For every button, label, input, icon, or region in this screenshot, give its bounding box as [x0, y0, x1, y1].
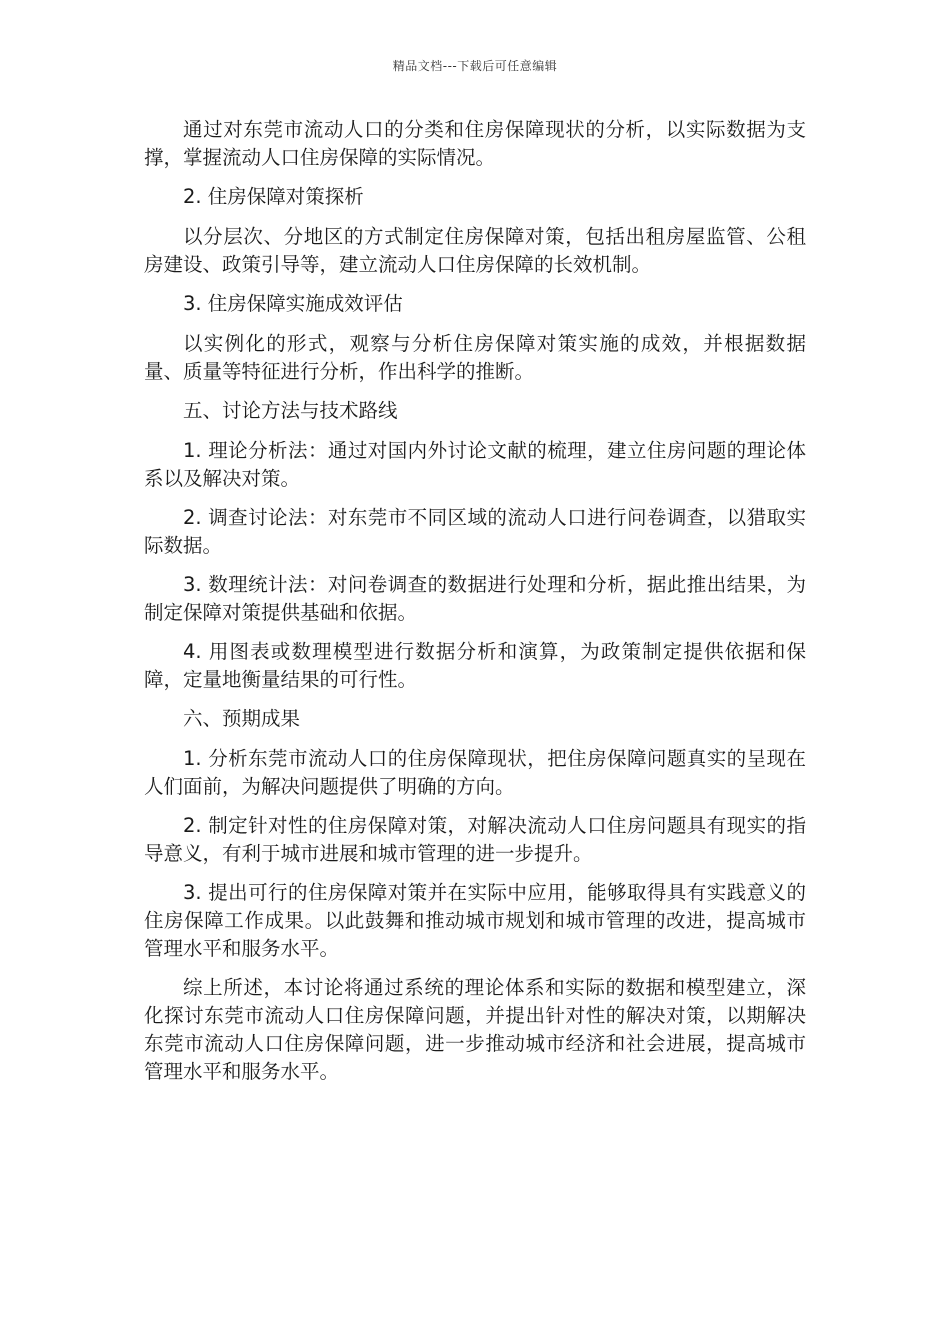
paragraph-method-modeling: 4. 用图表或数理模型进行数据分析和演算，为政策制定提供依据和保障，定量地衡量结果的可行性。: [144, 640, 806, 691]
header-watermark: 精品文档---下载后可任意编辑: [392, 59, 558, 73]
paragraph-analysis-summary: 通过对东莞市流动人口的分类和住房保障现状的分析，以实际数据为支撑，掌握流动人口住房保障的实际情况。: [144, 118, 806, 169]
heading-methods: 五、讨论方法与技术路线: [183, 399, 398, 422]
heading-effect-evaluation: 3. 住房保障实施成效评估: [183, 292, 403, 315]
paragraph-conclusion: 综上所述，本讨论将通过系统的理论体系和实际的数据和模型建立，深化探讨东莞市流动人口住房保障问题，并提出针对性的解决对策，以期解决东莞市流动人口住房保障问题，进一步推动城市经济和社会进展，提高城市管理水平和服务水平。: [144, 976, 806, 1083]
heading-housing-policy: 2. 住房保障对策探析: [183, 185, 364, 208]
paragraph-result-1: 1. 分析东莞市流动人口的住房保障现状，把住房保障问题真实的呈现在人们面前，为解决问题提供了明确的方向。: [144, 747, 806, 798]
paragraph-housing-policy: 以分层次、分地区的方式制定住房保障对策，包括出租房屋监管、公租房建设、政策引导等，建立流动人口住房保障的长效机制。: [144, 225, 806, 276]
paragraph-effect-evaluation: 以实例化的形式，观察与分析住房保障对策实施的成效，并根据数据量、质量等特征进行分析，作出科学的推断。: [144, 332, 806, 383]
heading-expected-results: 六、预期成果: [183, 707, 301, 730]
paragraph-method-theory: 1. 理论分析法：通过对国内外讨论文献的梳理，建立住房问题的理论体系以及解决对策。: [144, 439, 806, 490]
paragraph-result-2: 2. 制定针对性的住房保障对策，对解决流动人口住房问题具有现实的指导意义，有利于城市进展和城市管理的进一步提升。: [144, 814, 806, 865]
paragraph-result-3: 3. 提出可行的住房保障对策并在实际中应用，能够取得具有实践意义的住房保障工作成果。以此鼓舞和推动城市规划和城市管理的改进，提高城市管理水平和服务水平。: [144, 881, 806, 960]
document-body: [144, 116, 806, 1097]
paragraph-method-survey: 2. 调查讨论法：对东莞市不同区域的流动人口进行问卷调查，以猎取实际数据。: [144, 506, 806, 557]
paragraph-method-statistics: 3. 数理统计法：对问卷调查的数据进行处理和分析，据此推出结果，为制定保障对策提供基础和依据。: [144, 573, 806, 624]
